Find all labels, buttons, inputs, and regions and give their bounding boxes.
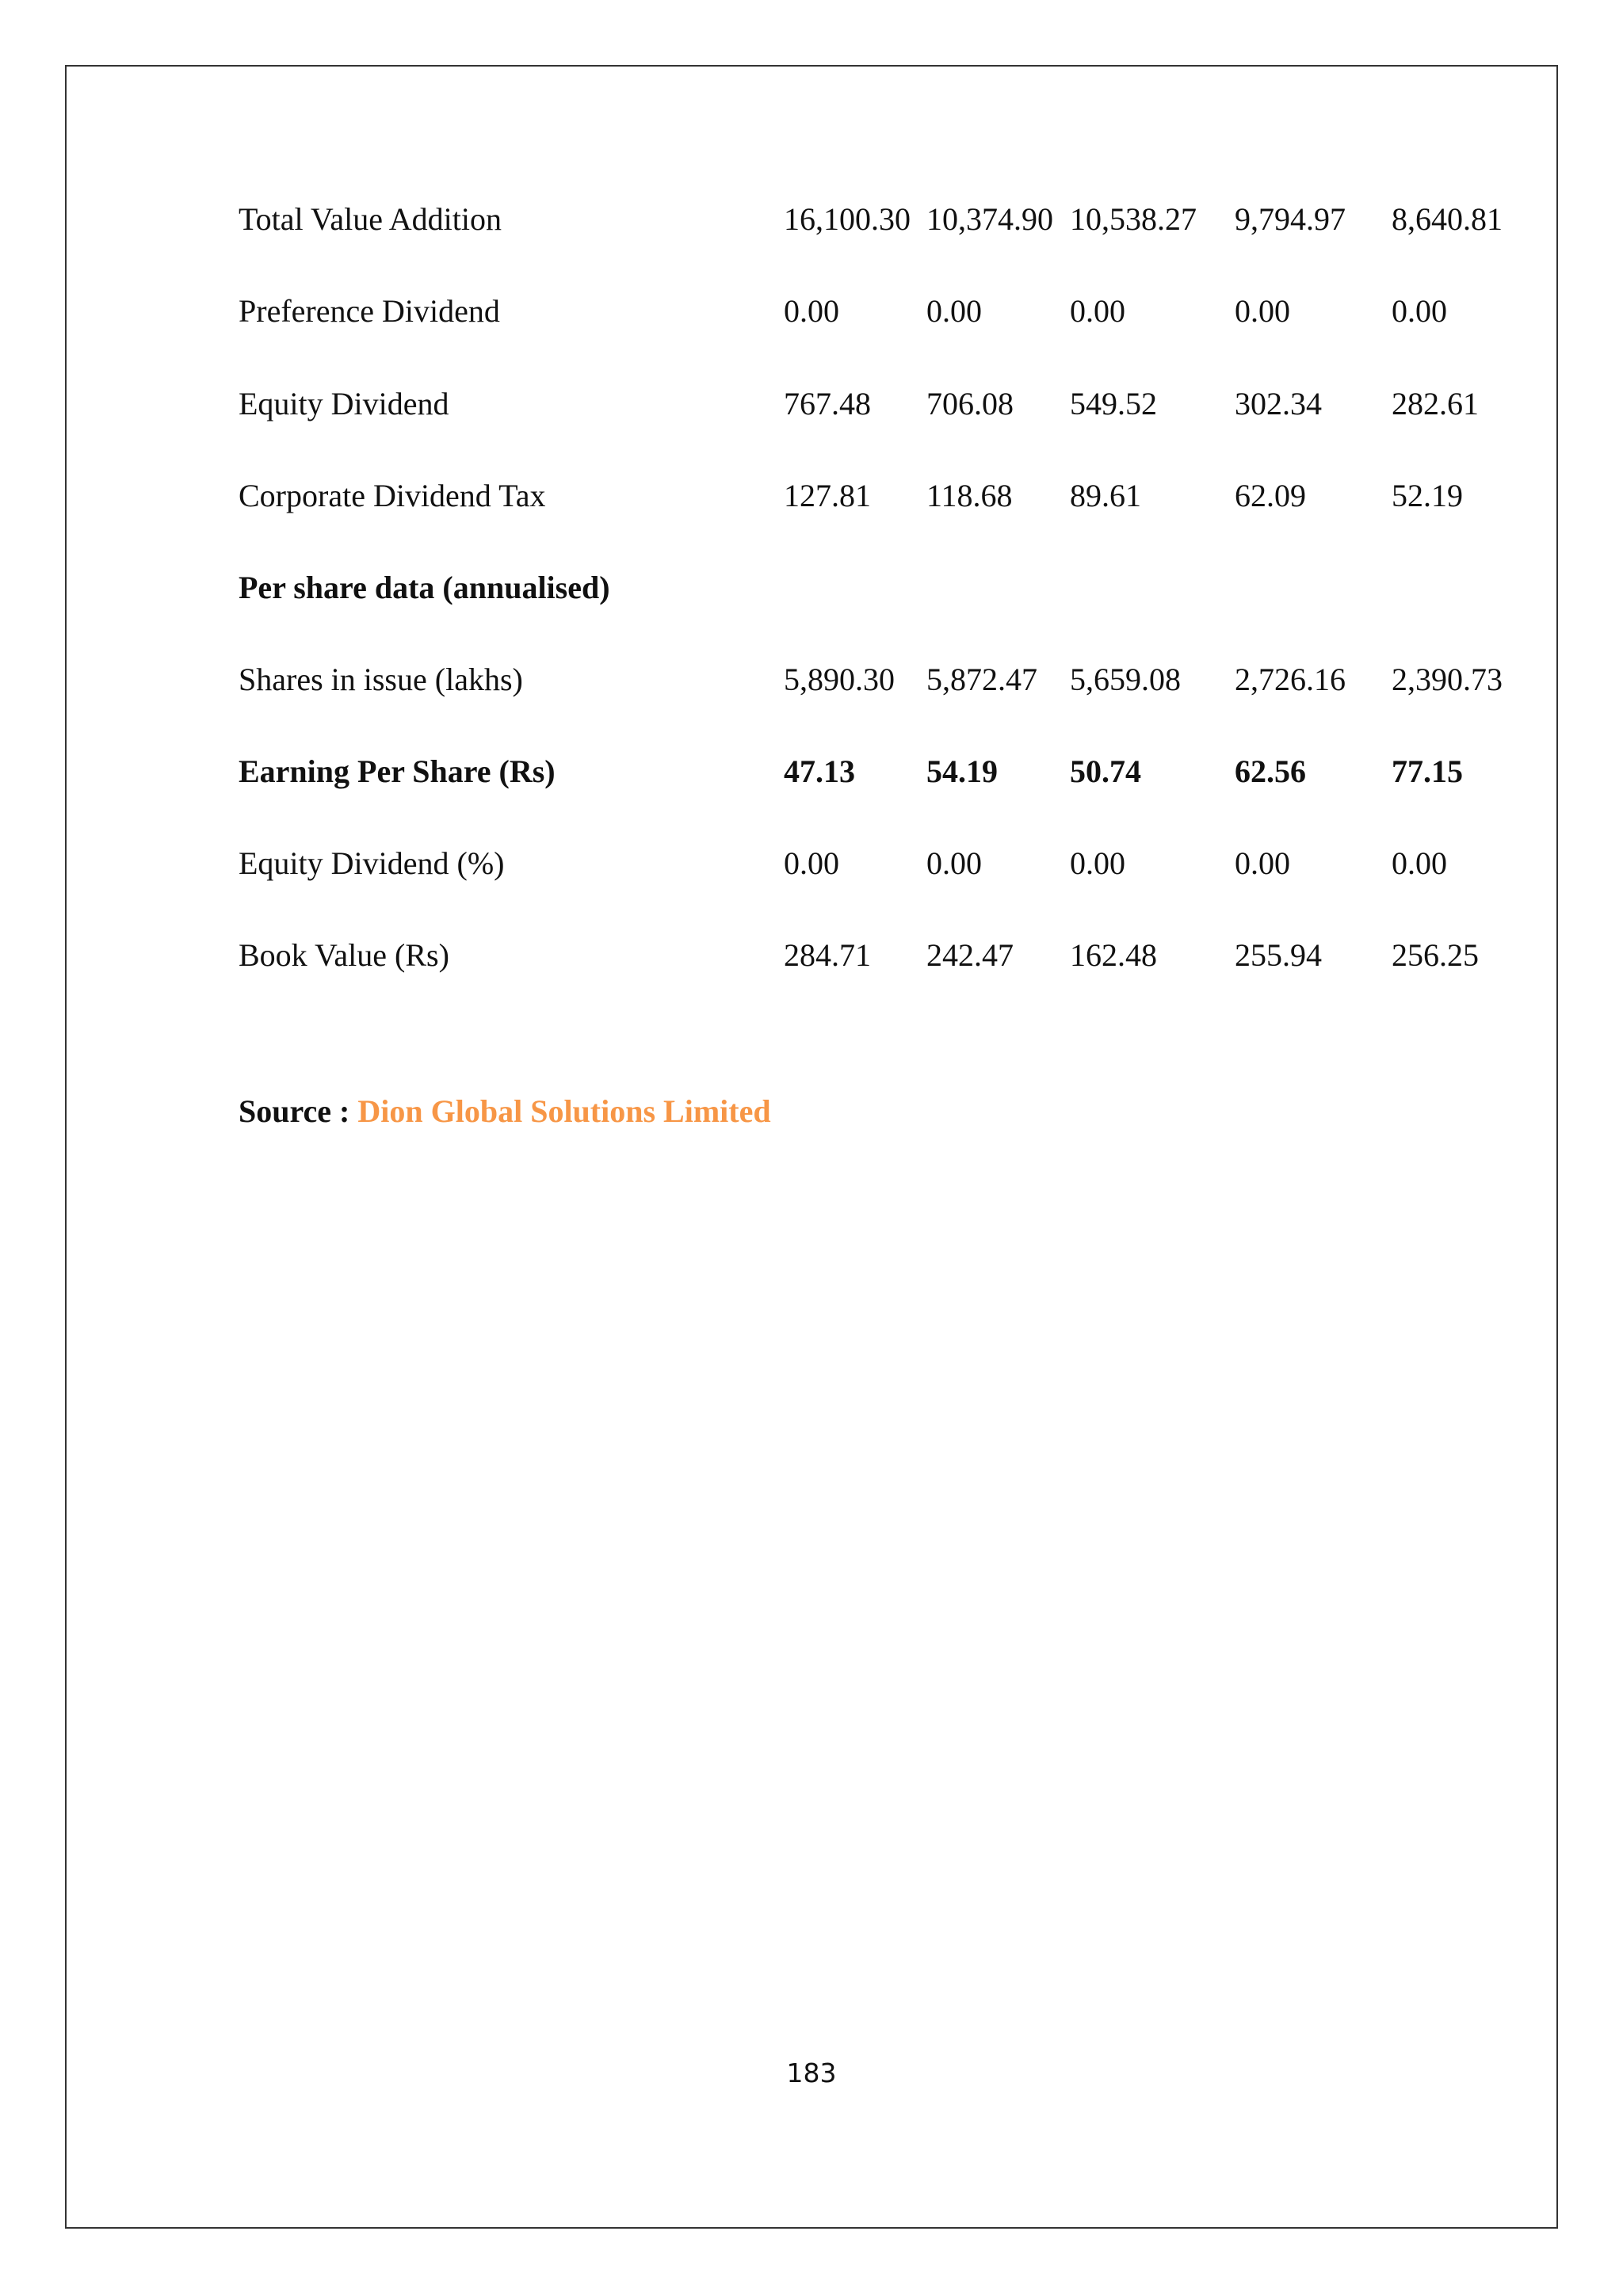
table-row — [239, 380, 1586, 428]
row-value: 16,100.30 — [784, 201, 911, 237]
row-value: 77.15 — [1392, 753, 1463, 789]
row-value: 52.19 — [1392, 478, 1463, 513]
row-label: Per share data (annualised) — [239, 570, 610, 605]
table-row — [239, 196, 1586, 243]
row-value: 2,726.16 — [1235, 662, 1346, 697]
row-value: 9,794.97 — [1235, 201, 1346, 237]
row-label: Equity Dividend (%) — [239, 845, 505, 881]
row-value: 62.56 — [1235, 753, 1306, 789]
row-value: 0.00 — [1392, 293, 1447, 329]
row-value: 47.13 — [784, 753, 855, 789]
row-value: 0.00 — [1235, 845, 1290, 881]
row-label: Corporate Dividend Tax — [239, 478, 546, 513]
page-number: 183 — [786, 2058, 837, 2088]
row-value: 767.48 — [784, 386, 871, 421]
row-label: Shares in issue (lakhs) — [239, 662, 523, 697]
row-value: 255.94 — [1235, 937, 1322, 973]
row-value: 0.00 — [1235, 293, 1290, 329]
row-value: 118.68 — [926, 478, 1013, 513]
source-line — [239, 1093, 771, 1130]
row-label: Preference Dividend — [239, 293, 500, 329]
row-value: 5,872.47 — [926, 662, 1037, 697]
source-label: Source : — [239, 1093, 350, 1129]
table-row — [239, 748, 1586, 795]
row-value: 0.00 — [926, 293, 982, 329]
row-value: 89.61 — [1070, 478, 1141, 513]
table-row — [239, 932, 1586, 979]
row-label: Earning Per Share (Rs) — [239, 753, 556, 789]
table-row — [239, 288, 1586, 335]
row-value: 282.61 — [1392, 386, 1479, 421]
row-value: 162.48 — [1070, 937, 1157, 973]
row-value: 2,390.73 — [1392, 662, 1503, 697]
row-value: 5,659.08 — [1070, 662, 1181, 697]
row-label: Equity Dividend — [239, 386, 449, 421]
row-value: 0.00 — [784, 845, 839, 881]
row-value: 8,640.81 — [1392, 201, 1503, 237]
row-value: 127.81 — [784, 478, 871, 513]
table-row — [239, 656, 1586, 704]
table-row — [239, 564, 1586, 612]
row-value: 50.74 — [1070, 753, 1141, 789]
row-value: 302.34 — [1235, 386, 1322, 421]
row-value: 549.52 — [1070, 386, 1157, 421]
row-value: 0.00 — [1392, 845, 1447, 881]
row-value: 5,890.30 — [784, 662, 895, 697]
table-row — [239, 472, 1586, 520]
row-value: 54.19 — [926, 753, 998, 789]
row-value: 10,538.27 — [1070, 201, 1197, 237]
table-row — [239, 840, 1586, 887]
row-value: 0.00 — [926, 845, 982, 881]
source-value: Dion Global Solutions Limited — [357, 1093, 771, 1129]
row-value: 242.47 — [926, 937, 1014, 973]
row-value: 284.71 — [784, 937, 871, 973]
row-value: 62.09 — [1235, 478, 1306, 513]
row-label: Total Value Addition — [239, 201, 502, 237]
row-value: 10,374.90 — [926, 201, 1053, 237]
row-label: Book Value (Rs) — [239, 937, 449, 973]
row-value: 0.00 — [1070, 293, 1125, 329]
row-value: 0.00 — [1070, 845, 1125, 881]
row-value: 706.08 — [926, 386, 1014, 421]
row-value: 256.25 — [1392, 937, 1479, 973]
row-value: 0.00 — [784, 293, 839, 329]
